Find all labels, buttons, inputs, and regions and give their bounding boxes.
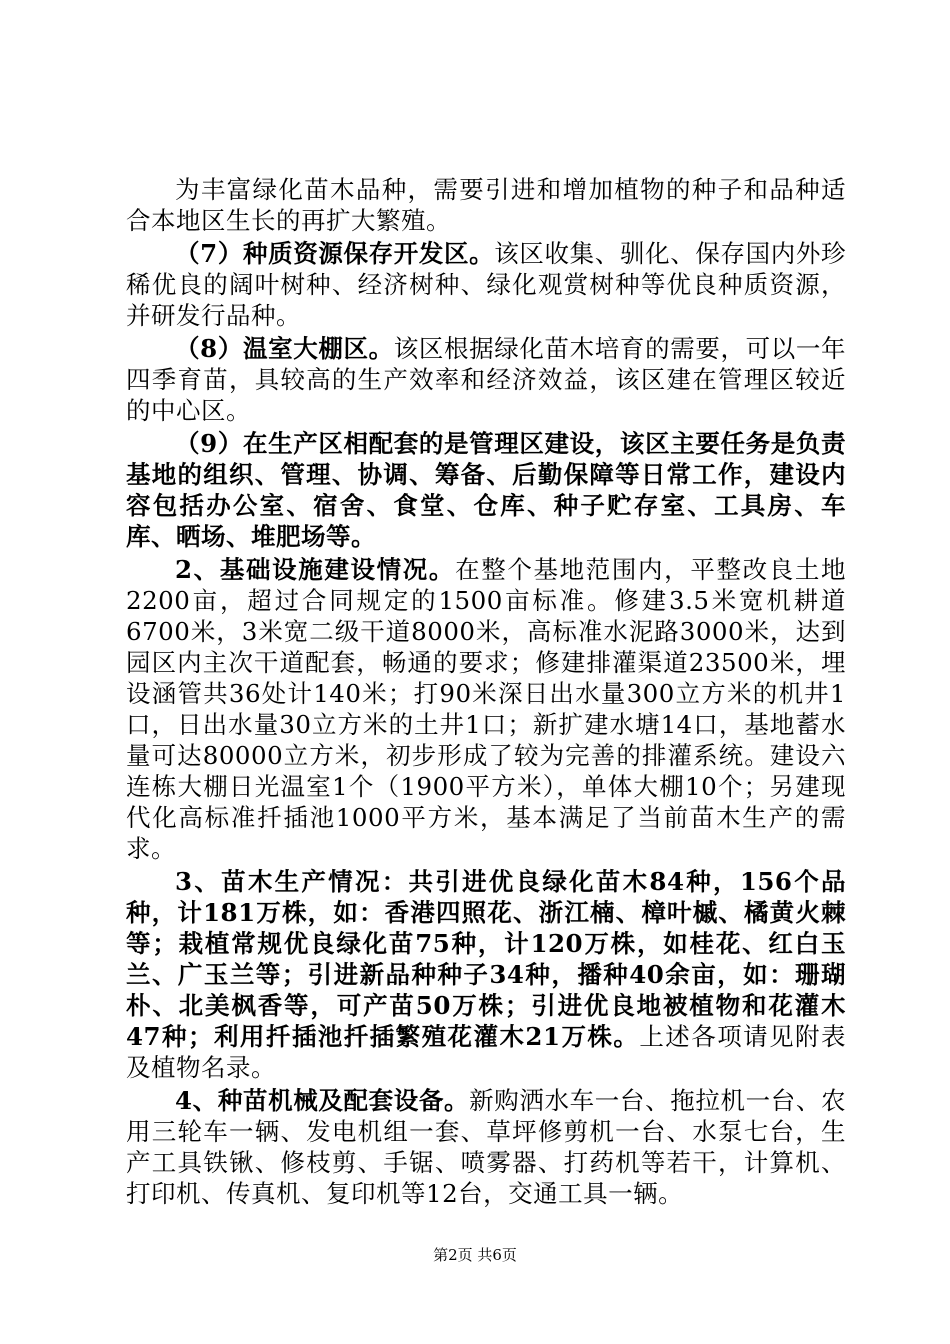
paragraph-management-zone [126,428,846,552]
paragraph-heading: （8）温室大棚区。 [175,334,394,363]
paragraph-heading: （7）种质资源保存开发区。 [175,239,495,268]
paragraph-greenhouse-zone [126,333,846,426]
paragraph-text: 该区收集、驯化、保存国内外珍稀优良的阔叶树种、经济树种、绿化观赏树种等优良种质资源，并研发行品种。 [126,239,847,330]
page-number: 第2页 共6页 [433,1246,517,1264]
paragraph-text: （9）在生产区相配套的是管理区建设，该区主要任务是负责基地的组织、管理、协调、筹备、后勤保障等日常工作，建设内容包括办公室、宿舍、食堂、仓库、种子贮存室、工具房、车库、晒场、堆肥场等。 [126,429,846,551]
paragraph-germplasm-zone [126,238,846,331]
paragraph-text: 在整个基地范围内，平整改良土地2200亩，超过合同规定的1500亩标准。修建3.5米宽机耕道6700米，3米宽二级干道8000米，高标准水泥路3000米，达到园区内主次干道配套，畅通的要求；修建排灌渠道23500米，埋设涵管共36处计140米；打90米深日出水量300立方米的机井1口，日出水量30立方米的土井1口；新扩建水塘14口，基地蓄水量可达80000立方米，初步形成了较为完善的排灌系统。建设六连栋大棚日光温室1个（1900平方米），单体大棚10个；另建现代化高标准扦插池1000平方米，基本满足了当前苗木生产的需求。 [126,555,847,863]
paragraph-text: 新购洒水车一台、拖拉机一台、农用三轮车一辆、发电机组一套、草坪修剪机一台、水泵七台，生产工具铁锹、修枝剪、手锯、喷雾器、打药机等若干，计算机、打印机、传真机、复印机等12台，交通工具一辆。 [126,1086,846,1208]
paragraph-heading: 3、苗木生产情况：共引进优良绿化苗木84种，156个品种，计181万株，如：香港四照花、浙江楠、樟叶槭、橘黄火棘等；栽植常规优良绿化苗75种，计120万株，如桂花、红白玉兰、广玉兰等；引进新品种种子34种，播种40余亩，如：珊瑚朴、北美枫香等，可产苗50万株；引进优良地被植物和花灌木47种；利用扦插池扦插繁殖花灌木21万株。 [126,867,846,1051]
paragraph-text: 上述各项请见附表及植物名录。 [126,1022,847,1082]
document-body [126,174,846,1211]
paragraph-seedling-production [126,866,846,1083]
paragraph-text: 为丰富绿化苗木品种，需要引进和增加植物的种子和品种适合本地区生长的再扩大繁殖。 [126,175,846,235]
paragraph-text: 该区根据绿化苗木培育的需要，可以一年四季育苗，具较高的生产效率和经济效益，该区建在管理区较近的中心区。 [126,334,847,425]
paragraph-heading: 2、基础设施建设情况。 [175,555,456,584]
paragraph-infrastructure [126,554,846,864]
paragraph-intro [126,174,846,236]
paragraph-machinery [126,1085,846,1209]
paragraph-heading: 4、种苗机械及配套设备。 [175,1086,470,1115]
